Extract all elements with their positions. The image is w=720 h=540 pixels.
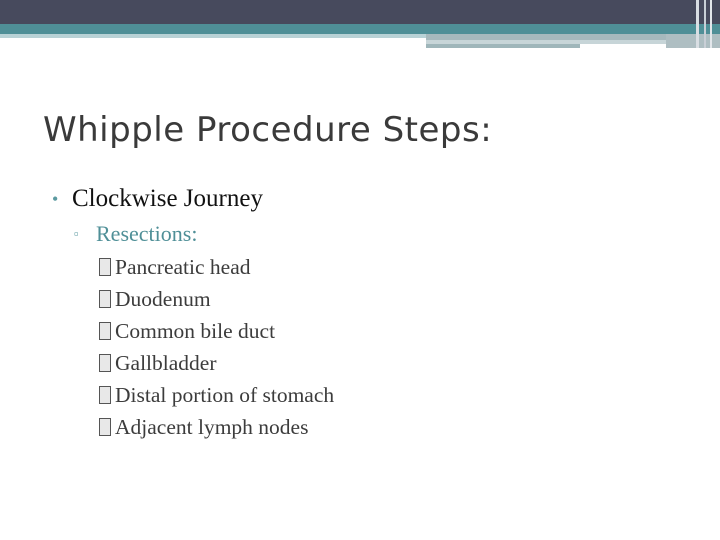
list-item: [99, 411, 692, 443]
list-item: [99, 379, 692, 411]
sub-bullet-text: Resections:: [96, 221, 198, 246]
missing-glyph-icon: [99, 290, 111, 308]
header-corner-line: [696, 0, 699, 48]
header-band-dark: [0, 0, 720, 24]
list-item-text: Pancreatic head: [115, 255, 251, 279]
list-item: [99, 251, 692, 283]
list-item: [99, 283, 692, 315]
header-band-teal: [0, 24, 720, 34]
list-item-text: Common bile duct: [115, 319, 276, 343]
slide-body: [52, 183, 692, 443]
header-strip-light: [0, 34, 426, 38]
header-corner-line: [710, 0, 712, 48]
missing-glyph-icon: [99, 354, 111, 372]
list-item: [99, 315, 692, 347]
list-item-text: Gallbladder: [115, 351, 217, 375]
bullet-level-2: [74, 219, 692, 249]
missing-glyph-icon: [99, 386, 111, 404]
resection-list: [52, 251, 692, 443]
header-corner-line: [704, 0, 706, 48]
list-item-text: Distal portion of stomach: [115, 383, 335, 407]
list-item: [99, 347, 692, 379]
bullet-square-icon: ▫: [74, 226, 79, 241]
missing-glyph-icon: [99, 322, 111, 340]
bullet-text: Clockwise Journey: [72, 185, 263, 212]
slide-title: Whipple Procedure Steps:: [43, 110, 493, 150]
missing-glyph-icon: [99, 418, 111, 436]
list-item-text: Adjacent lymph nodes: [115, 415, 309, 439]
missing-glyph-icon: [99, 258, 111, 276]
bullet-dot-icon: •: [52, 188, 59, 209]
list-item-text: Duodenum: [115, 287, 211, 311]
bullet-level-1: [52, 183, 692, 215]
header-strip-grey-3: [426, 44, 580, 48]
